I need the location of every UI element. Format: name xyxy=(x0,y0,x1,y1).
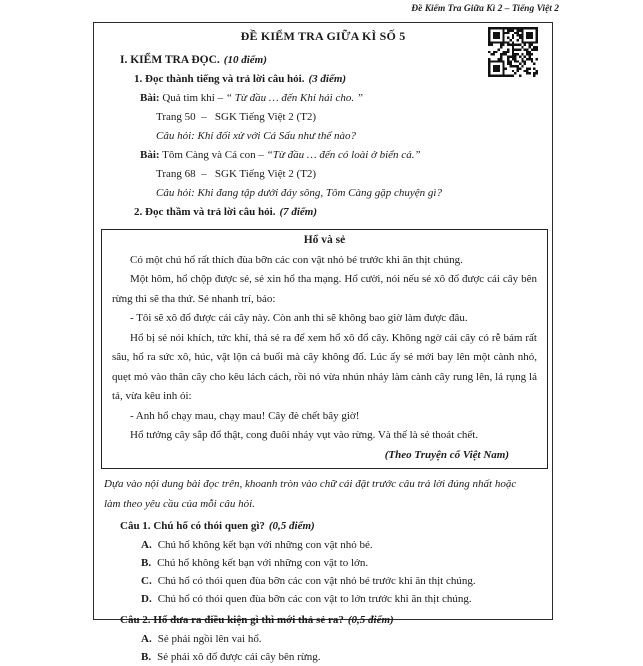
option-letter: A. xyxy=(141,539,152,551)
page-title: ĐỀ KIỂM TRA GIỮA KÌ SỐ 5 xyxy=(240,29,406,43)
option-text: Chú hổ có thói quen đùa bỡn các con vật to lớn trước khi ăn thịt chúng. xyxy=(157,593,472,605)
bai-label: Bài: xyxy=(140,92,160,104)
reading-title: Quả tim khỉ – xyxy=(162,92,226,104)
reading-title: Tôm Càng và Cá con – xyxy=(162,149,267,161)
reading-item xyxy=(140,89,538,108)
story-title: Hổ và sẻ xyxy=(303,234,346,246)
section-1-points: (10 điểm) xyxy=(223,54,267,66)
reading-item xyxy=(140,146,538,165)
question-2-option-a xyxy=(141,630,538,648)
answer-instruction xyxy=(104,474,538,514)
option-letter: C. xyxy=(141,575,152,587)
answer-instruction-line: Dựa vào nội dung bài đọc trên, khoanh tròn vào chữ cái đặt trước câu trả lời đúng nhất hoặc xyxy=(104,478,517,490)
question-2-text: Hổ đưa ra điều kiện gì thì mới thả sẻ ra? xyxy=(153,614,344,626)
question-1-option-c xyxy=(141,572,538,590)
question-2-points: (0,5 điểm) xyxy=(347,614,394,626)
story-paragraph: Hổ tưởng cây sắp đổ thật, cong đuôi nhảy vụt vào rừng. Và thế là sẻ thoát chết. xyxy=(130,429,479,441)
question-1-points: (0,5 điểm) xyxy=(268,520,315,532)
question-1-text: Chú hổ có thói quen gì? xyxy=(153,520,265,532)
reading-question: Câu hỏi: Khỉ đối xử với Cá Sấu như thế nào? xyxy=(156,130,356,142)
option-text: Chú hổ không kết bạn với những con vật to lớn. xyxy=(157,557,369,569)
question-1-option-d xyxy=(141,590,538,608)
question-2-label: Câu 2. xyxy=(120,614,151,626)
part-1-points: (3 điểm) xyxy=(308,73,347,85)
story-box xyxy=(101,229,548,469)
running-header: Đề Kiểm Tra Giữa Kì 2 – Tiếng Việt 2 xyxy=(411,4,559,14)
story-paragraph: - Tôi sẽ xô đổ được cái cây này. Còn anh thì sẽ không bao giờ làm được đâu. xyxy=(130,312,468,324)
section-1-heading xyxy=(120,51,538,70)
question-2-option-b xyxy=(141,648,538,666)
option-letter: B. xyxy=(141,557,152,569)
story-paragraph: - Anh hổ chạy mau, chạy mau! Cây đè chết bây giờ! xyxy=(130,409,360,422)
question-2-heading xyxy=(120,611,538,630)
answer-instruction-line: làm theo yêu cầu của mỗi câu hỏi. xyxy=(104,498,255,510)
reading-excerpt: “ Từ đầu … đến Khỉ hái cho. ” xyxy=(225,92,363,104)
question-1-option-b xyxy=(141,554,538,572)
part-2-number: 2. xyxy=(134,206,143,218)
option-letter: B. xyxy=(141,651,152,663)
exam-box xyxy=(93,22,553,663)
section-1-title: I. KIỂM TRA ĐỌC. xyxy=(120,54,220,66)
qr-code-icon xyxy=(488,27,538,77)
question-1-label: Câu 1. xyxy=(120,520,151,532)
bai-label: Bài: xyxy=(140,149,160,161)
option-text: Sẻ phải ngồi lên vai hổ. xyxy=(157,633,262,645)
story-paragraph: Một hôm, hổ chộp được sẻ, sẻ xin hổ tha mạng. Hổ cười, nói nếu sẻ xô đổ được cái cây bên rừng thì sẽ tha thứ. Sẻ nhanh trí, bảo: xyxy=(112,273,537,305)
part-2-title: Đọc thầm và trả lời câu hỏi. xyxy=(145,206,276,218)
part-1-number: 1. xyxy=(134,73,143,85)
part-1-title: Đọc thành tiếng và trả lời câu hỏi. xyxy=(145,73,305,85)
reading-page-ref: Trang 50 – SGK Tiếng Việt 2 (T2) xyxy=(156,111,317,123)
part-1-heading xyxy=(134,70,538,89)
story-paragraph: Có một chú hổ rất thích đùa bỡn các con vật nhỏ bé trước khi ăn thịt chúng. xyxy=(130,253,463,266)
option-text: Chú hổ có thói quen đùa bỡn các con vật nhỏ bé trước khi ăn thịt chúng. xyxy=(157,575,476,587)
exam-content xyxy=(94,44,552,666)
reading-excerpt: “Từ đầu … đến có loài ở biển cả.” xyxy=(266,149,421,161)
reading-question: Câu hỏi: Khi đang tập dưới đáy sông, Tôm Càng gặp chuyện gì? xyxy=(156,187,442,199)
story-paragraph: Hổ bị sẻ nói khích, tức khí, thả sẻ ra để xem hổ xô đổ cây. Không ngờ cái cây có rễ bám rất sâu, hổ ra sức xô, húc, vật lộn cả buổi mà cây không đổ. Lúc ấy sẻ mới bay lên một cành nhỏ, quẹt mỏ vào thân cây cho kêu lách cách, rồi nó vừa nhún nhảy làm cành cây rung lên, lá rụng lả tả, vừa kêu inh ỏi: xyxy=(112,331,537,402)
option-text: Chú hổ không kết bạn với những con vật nhỏ bé. xyxy=(157,539,373,551)
question-1-heading xyxy=(120,517,538,536)
option-letter: A. xyxy=(141,633,152,645)
option-text: Sẻ phải xô đổ được cái cây bên rừng. xyxy=(157,651,321,663)
question-1-option-a xyxy=(141,536,538,554)
option-letter: D. xyxy=(141,593,152,605)
story-attribution: (Theo Truyện cổ Việt Nam) xyxy=(384,448,509,461)
part-2-points: (7 điểm) xyxy=(279,206,318,218)
part-2-heading xyxy=(134,203,538,222)
reading-page-ref: Trang 68 – SGK Tiếng Việt 2 (T2) xyxy=(156,168,317,180)
